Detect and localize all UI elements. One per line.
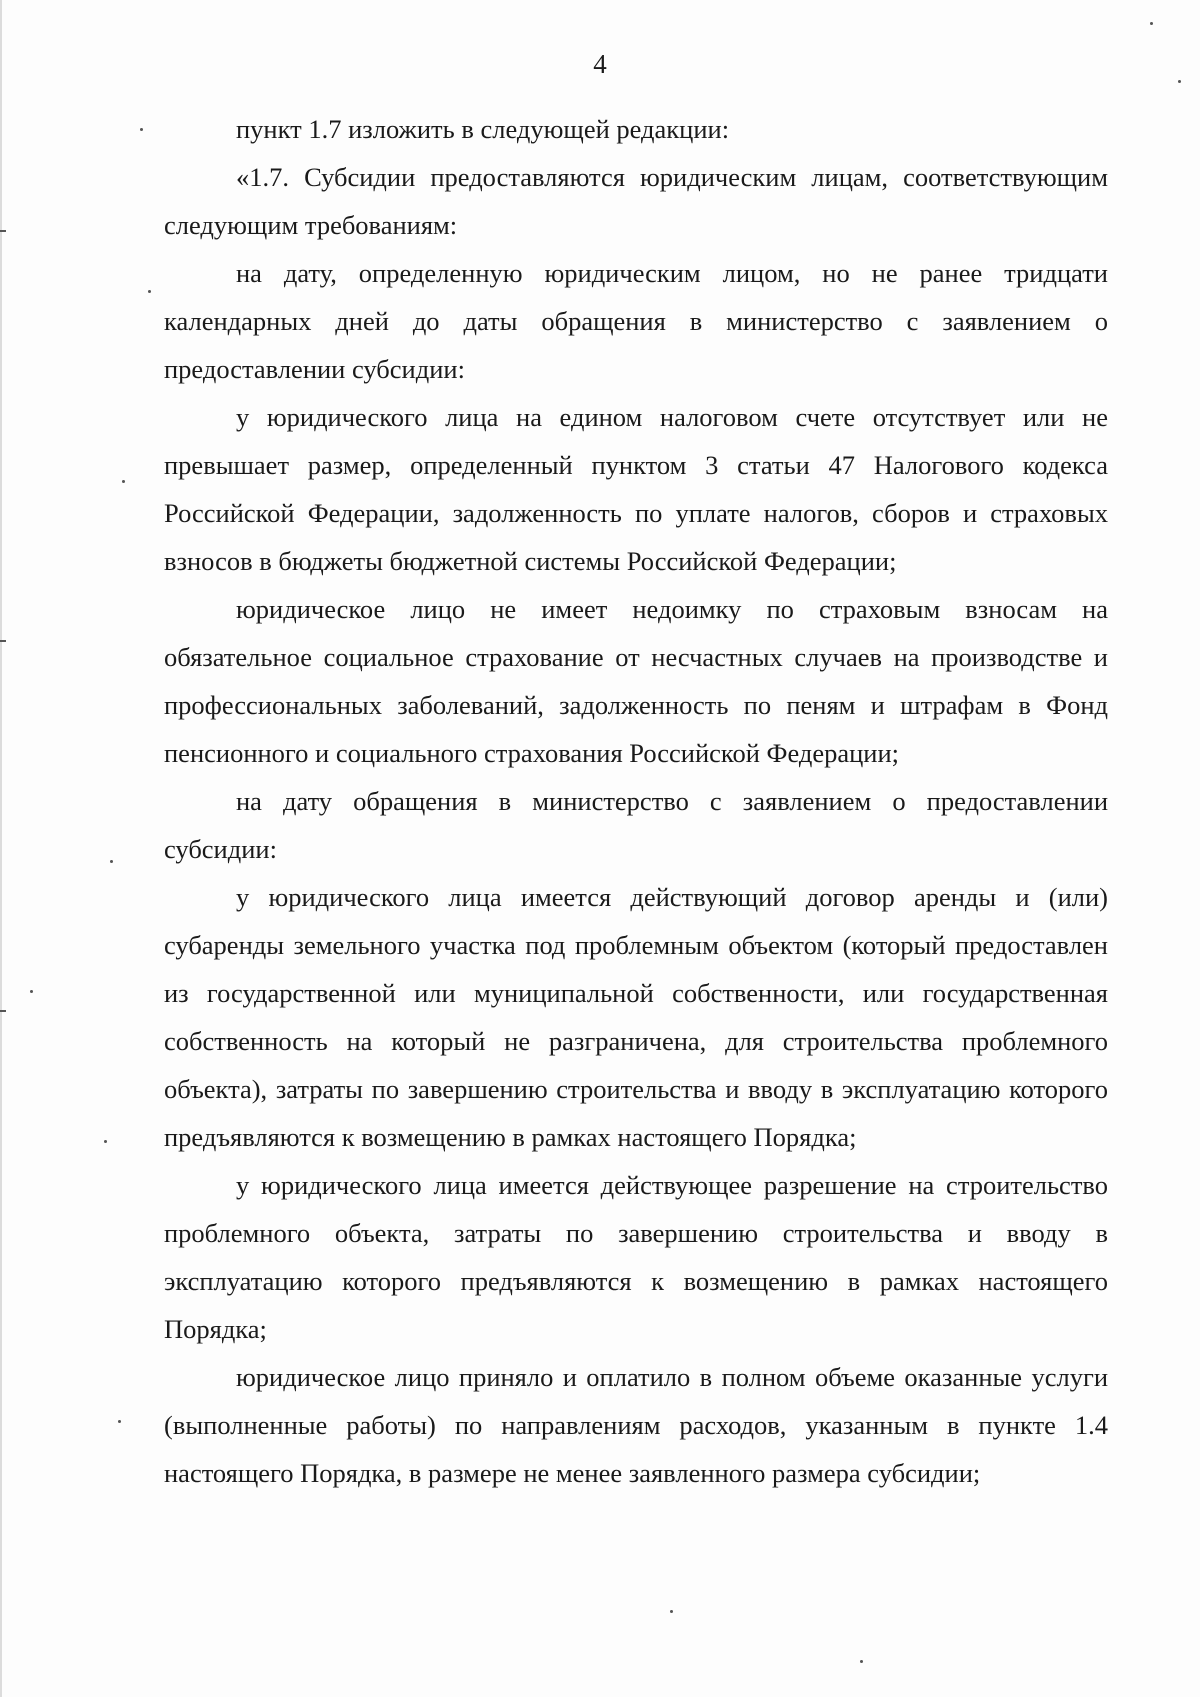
scan-edge (0, 0, 2, 1697)
scan-speck (860, 1660, 863, 1663)
paragraph-clause-1-7: «1.7. Субсидии предоставляются юридическим лицам, соответствующим следующим требованиям: (164, 162, 1108, 240)
scan-speck (1178, 80, 1181, 83)
scan-speck (670, 1610, 673, 1613)
paragraph-date-condition: на дату, определенную юридическим лицом, но не ранее тридцати календарных дней до даты обращения в министерство с заявлением о предоставлении субсидии: (164, 258, 1108, 384)
paragraph-services-paid: юридическое лицо приняло и оплатило в полном объеме оказанные услуги (выполненные работы) по направлениям расходов, указанным в пункте 1.4 настоящего Порядка, в размере не менее заявленного размера субсидии; (164, 1362, 1108, 1488)
scan-speck (148, 290, 151, 293)
scan-speck (1150, 22, 1153, 25)
document-body (164, 105, 1108, 1497)
paragraph-application-date: на дату обращения в министерство с заявлением о предоставлении субсидии: (164, 786, 1108, 864)
scan-speck (140, 128, 143, 131)
scan-speck (118, 1420, 121, 1423)
paragraph-intro: пункт 1.7 изложить в следующей редакции: (236, 114, 730, 144)
paragraph-lease-agreement: у юридического лица имеется действующий договор аренды и (или) субаренды земельного участка под проблемным объектом (который предоставлен из государственной или муниципальной собственности, или государственная собственность на который не разграничена, для строительства проблемного объекта), затраты по завершению строительства и вводу в эксплуатацию которого предъявляются к возмещению в рамках настоящего Порядка; (164, 882, 1108, 1152)
scan-speck (30, 990, 33, 993)
paragraph-insurance-arrears: юридическое лицо не имеет недоимку по страховым взносам на обязательное социальное страхование от несчастных случаев на производстве и профессиональных заболеваний, задолженность по пеням и штрафам в Фонд пенсионного и социального страхования Российской Федерации; (164, 594, 1108, 768)
paragraph-building-permit: у юридического лица имеется действующее разрешение на строительство проблемного объекта, затраты по завершению строительства и вводу в эксплуатацию которого предъявляются к возмещению в рамках настоящего Порядка; (164, 1170, 1108, 1344)
scan-speck (122, 480, 125, 483)
scan-speck (110, 860, 113, 863)
page-number: 4 (593, 49, 607, 79)
scan-edge-mark (0, 640, 6, 642)
paragraph-tax-debt: у юридического лица на едином налоговом счете отсутствует или не превышает размер, определенный пунктом 3 статьи 47 Налогового кодекса Российской Федерации, задолженность по уплате налогов, сборов и страховых взносов в бюджеты бюджетной системы Российской Федерации; (164, 402, 1108, 576)
scan-edge-mark (0, 230, 6, 232)
scan-edge-mark (0, 1010, 6, 1012)
scan-speck (104, 1140, 107, 1143)
